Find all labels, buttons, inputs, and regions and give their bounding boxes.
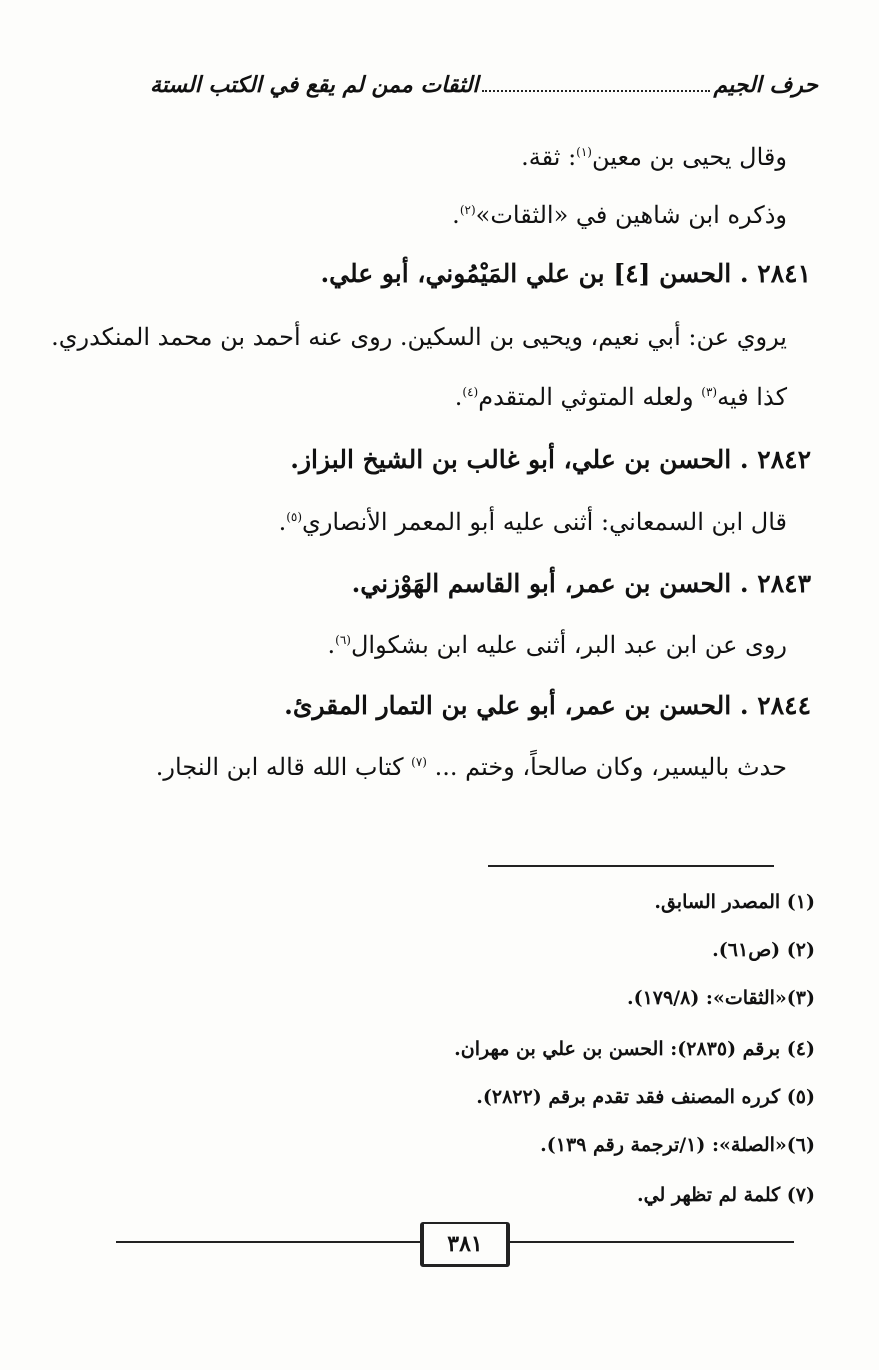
text-line: قال ابن السمعاني: أثنى عليه أبو المعمر الأنصاري$^{(٥)}$. <box>278 508 787 536</box>
text-line: روى عن ابن عبد البر، أثنى عليه ابن بشكوال$^{(٦)}$. <box>327 631 787 659</box>
entry-heading: ٢٨٤٤ . الحسن بن عمر، أبو علي بن التمار المقرئ. <box>284 691 811 720</box>
footnote: (٤) برقم (٢٨٣٥): الحسن بن علي بن مهران. <box>454 1038 815 1060</box>
footnote-marker: (٧) <box>411 755 427 769</box>
header-leader-dots <box>482 74 709 92</box>
text-line: وذكره ابن شاهين في «الثقات»$^{(٢)}$. <box>452 201 787 229</box>
footnote-marker: (٣) <box>701 385 718 399</box>
footnote: (٣)«الثقات»: (١٧٩/٨). <box>626 987 815 1009</box>
text-line: وقال يحيى بن معين$^{(١)}$: ثقة. <box>521 143 787 171</box>
footnote: (١) المصدر السابق. <box>654 891 815 913</box>
entry-heading: ٢٨٤٣ . الحسن بن عمر، أبو القاسم الهَوْزني. <box>351 569 811 598</box>
text-line: يروي عن: أبي نعيم، ويحيى بن السكين. روى عنه أحمد بن محمد المنكدري. <box>51 323 787 351</box>
footnote-marker: (١) <box>576 145 592 159</box>
running-header <box>150 72 818 106</box>
footnote-marker: (٥) <box>286 510 303 524</box>
footnote: (٦)«الصلة»: (١/ترجمة رقم ١٣٩). <box>540 1134 815 1156</box>
text-line: كذا فيه$^{(٣)}$ ولعله المتوثي المتقدم$^{(٤)}$. <box>454 383 787 411</box>
footnote-marker: (٦) <box>335 633 351 647</box>
text-line: حدث باليسير، وكان صالحاً، وختم ... $^{(٧)}$ كتاب الله قاله ابن النجار. <box>155 753 787 781</box>
footnote-marker: (٤) <box>462 385 479 399</box>
footnote: (٢) (ص٦١). <box>712 939 815 961</box>
footnote-separator <box>488 865 774 867</box>
page-number: ٣٨١ <box>420 1222 510 1267</box>
footnote: (٥) كرره المصنف فقد تقدم برقم (٢٨٢٢). <box>476 1086 815 1108</box>
footnote: (٧) كلمة لم تظهر لي. <box>637 1184 815 1206</box>
header-book-title: الثقات ممن لم يقع في الكتب الستة <box>150 72 479 98</box>
footnote-marker: (٢) <box>459 203 476 217</box>
header-chapter-title: حرف الجيم <box>713 72 818 98</box>
entry-heading: ٢٨٤٢ . الحسن بن علي، أبو غالب بن الشيخ البزاز. <box>290 445 811 474</box>
entry-heading: ٢٨٤١ . الحسن [٤] بن علي المَيْمُوني، أبو علي. <box>320 259 811 288</box>
